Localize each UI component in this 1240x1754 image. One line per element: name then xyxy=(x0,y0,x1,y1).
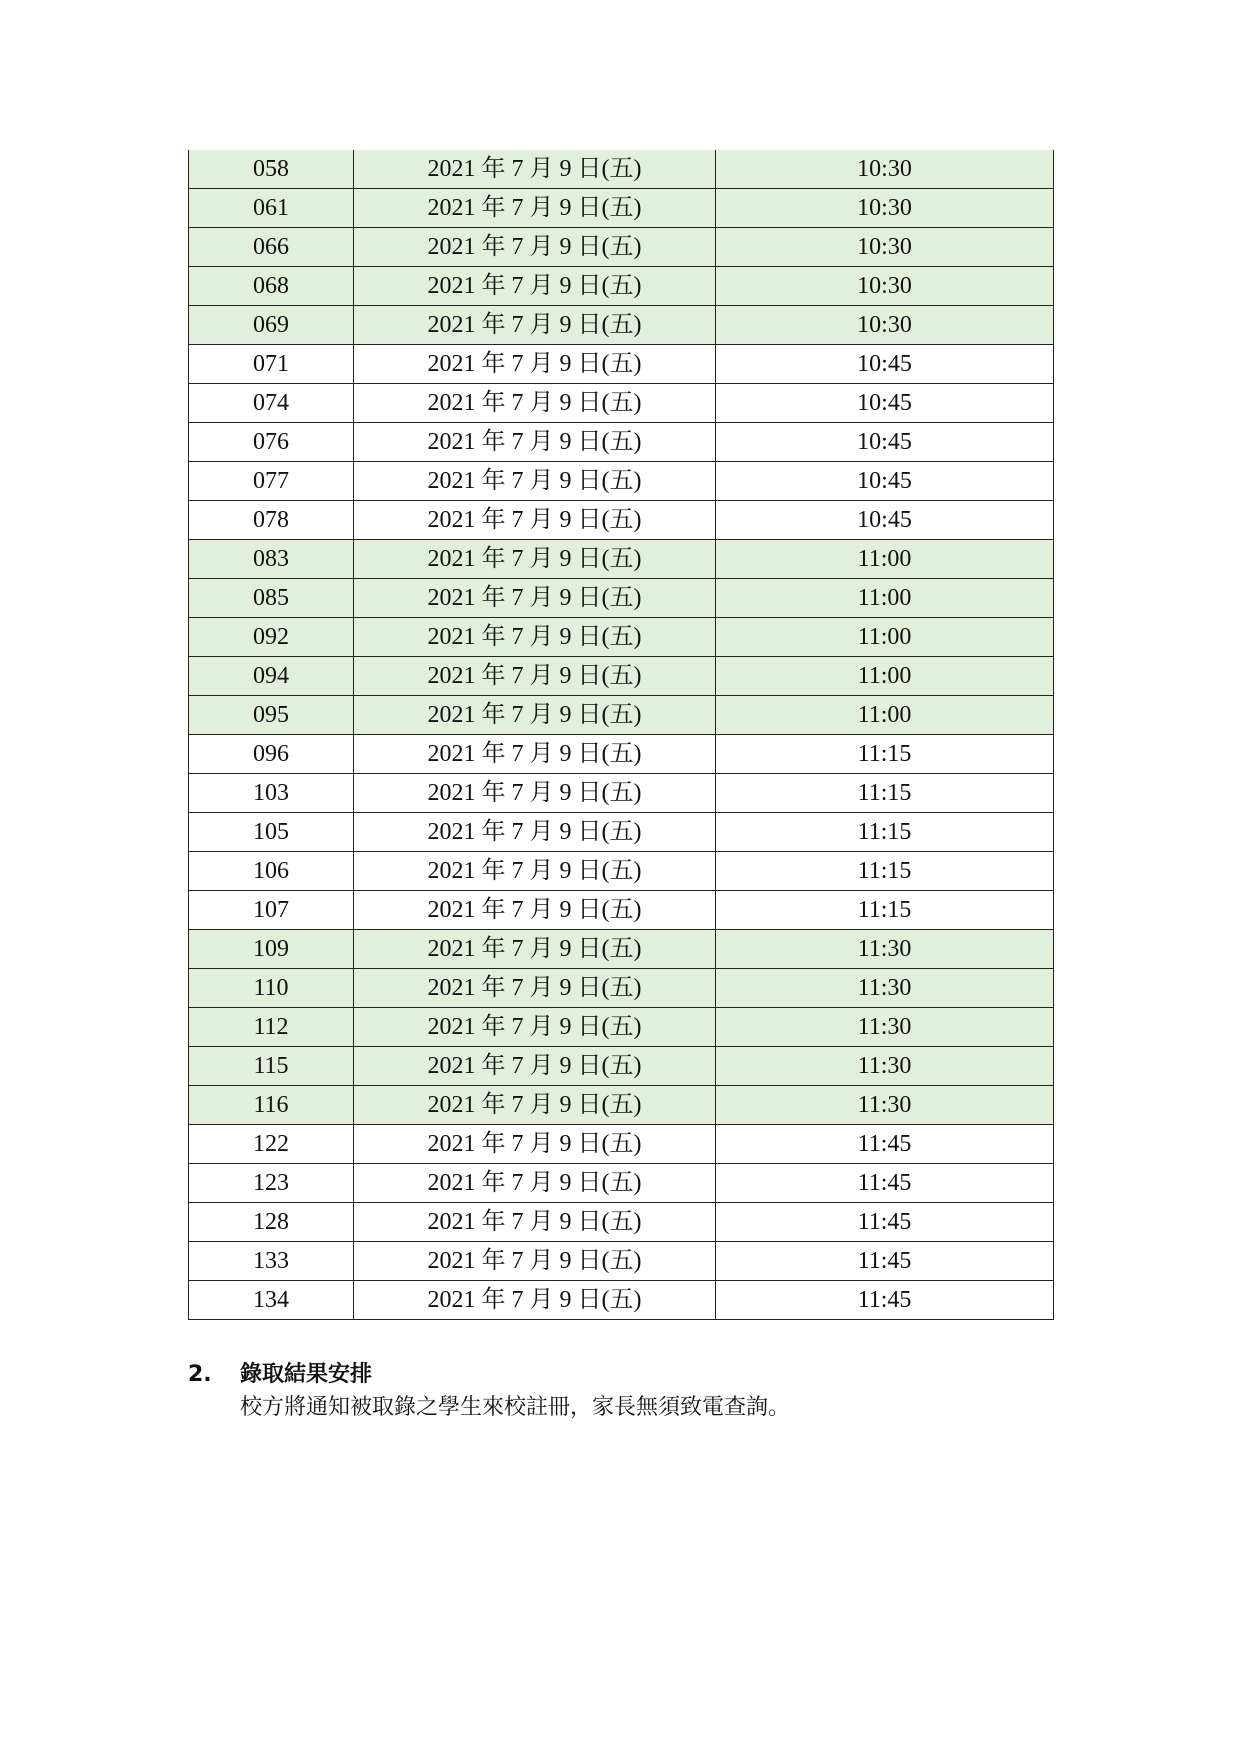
interview-date-cell: 2021 年 7 月 9 日(五) xyxy=(354,1086,716,1125)
interview-date-cell: 2021 年 7 月 9 日(五) xyxy=(354,423,716,462)
applicant-number-cell: 116 xyxy=(189,1086,354,1125)
interview-date-cell: 2021 年 7 月 9 日(五) xyxy=(354,852,716,891)
applicant-number-cell: 112 xyxy=(189,1008,354,1047)
interview-time-cell: 10:30 xyxy=(716,189,1054,228)
applicant-number-cell: 069 xyxy=(189,306,354,345)
interview-date-cell: 2021 年 7 月 9 日(五) xyxy=(354,891,716,930)
interview-date-cell: 2021 年 7 月 9 日(五) xyxy=(354,462,716,501)
interview-time-cell: 11:30 xyxy=(716,1086,1054,1125)
applicant-number-cell: 071 xyxy=(189,345,354,384)
section-body-text: 校方將通知被取錄之學生來校註冊，家長無須致電查詢。 xyxy=(240,1395,791,1420)
interview-time-cell: 10:45 xyxy=(716,345,1054,384)
interview-date-cell: 2021 年 7 月 9 日(五) xyxy=(354,618,716,657)
applicant-number-cell: 083 xyxy=(189,540,354,579)
interview-date-cell: 2021 年 7 月 9 日(五) xyxy=(354,150,716,189)
applicant-number-cell: 076 xyxy=(189,423,354,462)
admission-result-section xyxy=(188,1357,1088,1423)
interview-time-cell: 11:45 xyxy=(716,1125,1054,1164)
interview-time-cell: 10:45 xyxy=(716,462,1054,501)
interview-date-cell: 2021 年 7 月 9 日(五) xyxy=(354,930,716,969)
applicant-number-cell: 068 xyxy=(189,267,354,306)
table-row xyxy=(189,501,1054,540)
interview-date-cell: 2021 年 7 月 9 日(五) xyxy=(354,1281,716,1320)
interview-time-cell: 11:15 xyxy=(716,891,1054,930)
table-row xyxy=(189,384,1054,423)
table-row xyxy=(189,696,1054,735)
interview-date-cell: 2021 年 7 月 9 日(五) xyxy=(354,1008,716,1047)
applicant-number-cell: 085 xyxy=(189,579,354,618)
section-number: 2. xyxy=(188,1362,212,1387)
table-row xyxy=(189,1242,1054,1281)
table-row xyxy=(189,540,1054,579)
applicant-number-cell: 078 xyxy=(189,501,354,540)
interview-time-cell: 11:00 xyxy=(716,540,1054,579)
section-heading xyxy=(188,1357,1088,1391)
table-row xyxy=(189,891,1054,930)
interview-date-cell: 2021 年 7 月 9 日(五) xyxy=(354,813,716,852)
interview-time-cell: 11:30 xyxy=(716,1047,1054,1086)
applicant-number-cell: 096 xyxy=(189,735,354,774)
applicant-number-cell: 128 xyxy=(189,1203,354,1242)
applicant-number-cell: 061 xyxy=(189,189,354,228)
table-row xyxy=(189,735,1054,774)
table-row xyxy=(189,423,1054,462)
applicant-number-cell: 106 xyxy=(189,852,354,891)
applicant-number-cell: 109 xyxy=(189,930,354,969)
interview-date-cell: 2021 年 7 月 9 日(五) xyxy=(354,267,716,306)
interview-time-cell: 11:45 xyxy=(716,1281,1054,1320)
interview-time-cell: 11:00 xyxy=(716,618,1054,657)
interview-time-cell: 11:15 xyxy=(716,852,1054,891)
interview-date-cell: 2021 年 7 月 9 日(五) xyxy=(354,1164,716,1203)
interview-time-cell: 10:30 xyxy=(716,150,1054,189)
interview-time-cell: 10:30 xyxy=(716,306,1054,345)
table-row xyxy=(189,1047,1054,1086)
table-row xyxy=(189,150,1054,189)
table-row xyxy=(189,267,1054,306)
interview-time-cell: 11:45 xyxy=(716,1242,1054,1281)
interview-time-cell: 11:45 xyxy=(716,1203,1054,1242)
table-row xyxy=(189,462,1054,501)
interview-time-cell: 11:15 xyxy=(716,735,1054,774)
interview-date-cell: 2021 年 7 月 9 日(五) xyxy=(354,735,716,774)
interview-time-cell: 10:45 xyxy=(716,384,1054,423)
table-row xyxy=(189,1008,1054,1047)
applicant-number-cell: 094 xyxy=(189,657,354,696)
table-row xyxy=(189,657,1054,696)
applicant-number-cell: 105 xyxy=(189,813,354,852)
interview-time-cell: 11:30 xyxy=(716,1008,1054,1047)
table-row xyxy=(189,813,1054,852)
interview-date-cell: 2021 年 7 月 9 日(五) xyxy=(354,189,716,228)
interview-time-cell: 11:15 xyxy=(716,813,1054,852)
interview-time-cell: 10:30 xyxy=(716,228,1054,267)
table-row xyxy=(189,1281,1054,1320)
interview-time-cell: 11:15 xyxy=(716,774,1054,813)
interview-time-cell: 11:00 xyxy=(716,696,1054,735)
interview-time-cell: 11:45 xyxy=(716,1164,1054,1203)
table-row xyxy=(189,969,1054,1008)
applicant-number-cell: 115 xyxy=(189,1047,354,1086)
applicant-number-cell: 092 xyxy=(189,618,354,657)
applicant-number-cell: 133 xyxy=(189,1242,354,1281)
interview-date-cell: 2021 年 7 月 9 日(五) xyxy=(354,774,716,813)
applicant-number-cell: 077 xyxy=(189,462,354,501)
applicant-number-cell: 110 xyxy=(189,969,354,1008)
interview-date-cell: 2021 年 7 月 9 日(五) xyxy=(354,345,716,384)
interview-time-cell: 11:00 xyxy=(716,657,1054,696)
interview-date-cell: 2021 年 7 月 9 日(五) xyxy=(354,969,716,1008)
interview-date-cell: 2021 年 7 月 9 日(五) xyxy=(354,696,716,735)
interview-date-cell: 2021 年 7 月 9 日(五) xyxy=(354,1242,716,1281)
table-row xyxy=(189,228,1054,267)
interview-date-cell: 2021 年 7 月 9 日(五) xyxy=(354,1203,716,1242)
applicant-number-cell: 122 xyxy=(189,1125,354,1164)
interview-date-cell: 2021 年 7 月 9 日(五) xyxy=(354,1125,716,1164)
table-row xyxy=(189,306,1054,345)
applicant-number-cell: 123 xyxy=(189,1164,354,1203)
section-title: 錄取結果安排 xyxy=(240,1362,373,1387)
applicant-number-cell: 066 xyxy=(189,228,354,267)
interview-date-cell: 2021 年 7 月 9 日(五) xyxy=(354,657,716,696)
applicant-number-cell: 134 xyxy=(189,1281,354,1320)
table-row xyxy=(189,1164,1054,1203)
interview-time-cell: 11:30 xyxy=(716,969,1054,1008)
table-row xyxy=(189,345,1054,384)
interview-schedule-table xyxy=(188,150,1054,1320)
interview-time-cell: 11:30 xyxy=(716,930,1054,969)
interview-time-cell: 10:45 xyxy=(716,423,1054,462)
interview-time-cell: 11:00 xyxy=(716,579,1054,618)
applicant-number-cell: 103 xyxy=(189,774,354,813)
table-row xyxy=(189,1086,1054,1125)
interview-time-cell: 10:30 xyxy=(716,267,1054,306)
applicant-number-cell: 074 xyxy=(189,384,354,423)
table-row xyxy=(189,852,1054,891)
interview-date-cell: 2021 年 7 月 9 日(五) xyxy=(354,306,716,345)
interview-date-cell: 2021 年 7 月 9 日(五) xyxy=(354,228,716,267)
schedule-table-body xyxy=(189,150,1054,1320)
table-row xyxy=(189,618,1054,657)
table-row xyxy=(189,579,1054,618)
interview-date-cell: 2021 年 7 月 9 日(五) xyxy=(354,579,716,618)
applicant-number-cell: 107 xyxy=(189,891,354,930)
applicant-number-cell: 058 xyxy=(189,150,354,189)
interview-date-cell: 2021 年 7 月 9 日(五) xyxy=(354,384,716,423)
interview-date-cell: 2021 年 7 月 9 日(五) xyxy=(354,1047,716,1086)
interview-date-cell: 2021 年 7 月 9 日(五) xyxy=(354,540,716,579)
table-row xyxy=(189,1125,1054,1164)
table-row xyxy=(189,189,1054,228)
table-row xyxy=(189,774,1054,813)
applicant-number-cell: 095 xyxy=(189,696,354,735)
table-row xyxy=(189,1203,1054,1242)
table-row xyxy=(189,930,1054,969)
interview-time-cell: 10:45 xyxy=(716,501,1054,540)
interview-date-cell: 2021 年 7 月 9 日(五) xyxy=(354,501,716,540)
